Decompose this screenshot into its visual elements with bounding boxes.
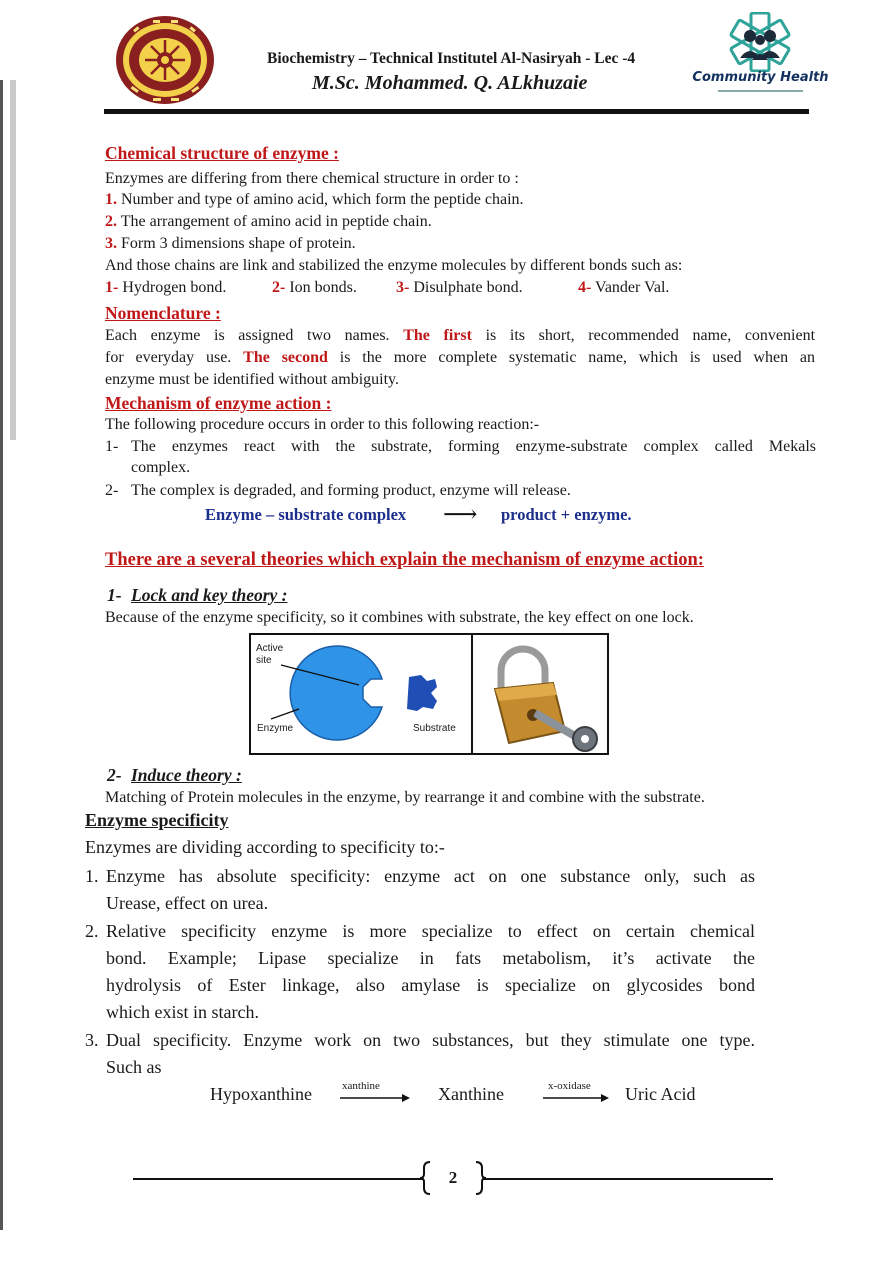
active-site-label-line-2: site [256,655,272,666]
specificity-intro: Enzymes are dividing according to specificity to:- [85,837,445,857]
chemical-structure-intro: Enzymes are differing from there chemical structure in order to : [105,170,519,187]
specificity-item-1-line-1: Enzyme has absolute specificity: enzyme act on one substance only, such as [106,866,755,886]
reaction-arrow-1-label: xanthine [342,1080,380,1092]
enzyme-label: Enzyme [257,723,294,734]
text-span: for everyday use. [105,349,232,366]
equation-right: product + enzyme. [501,505,632,524]
list-text: Form 3 dimensions shape of protein. [121,235,356,252]
page-edge-shadow [0,80,3,1230]
course-line: Biochemistry – Technical Institutel Al-Nasiryah - Lec -4 [267,50,636,67]
bond-item [272,279,357,297]
step-number: 1- [105,438,119,455]
step-1-line-1: The enzymes react with the substrate, forming enzyme-substrate complex called Mekals [131,438,816,455]
list-item [105,235,356,253]
padlock-and-key-icon [473,635,609,753]
nomenclature-heading: Nomenclature : [105,303,221,323]
footer-rule-right [483,1178,773,1180]
text-span: is the more complete systematic name, which is used when an [339,349,816,366]
lock-theory-number: 1- [107,585,122,605]
equation-left: Enzyme – substrate complex [205,505,407,524]
text-span: Each enzyme is assigned two names. [105,327,390,344]
lock-theory-text: Because of the enzyme specificity, so it combines with substrate, the key effect on one lock. [105,609,694,626]
induce-theory-title: Induce theory : [131,765,242,785]
reaction-xanthine: Xanthine [438,1084,504,1104]
bond-number: 3- [396,279,410,296]
enzyme-substrate-diagram [251,635,471,753]
step-1-line-2: complex. [131,459,191,476]
specificity-heading: Enzyme specificity [85,810,229,830]
list-number: 2. [105,213,117,230]
page-edge-shadow-light [10,80,16,440]
list-item [105,213,432,231]
list-number: 1. [105,191,117,208]
mechanism-heading: Mechanism of enzyme action : [105,393,332,413]
first-name-highlight: The first [403,327,472,344]
bond-number: 1- [105,279,119,296]
footer-rule-left [133,1178,423,1180]
step-number: 2- [105,482,119,499]
nomenclature-line-3: enzyme must be identified without ambiguity. [105,371,400,388]
specificity-item-3-line-2: Such as [106,1057,162,1077]
enzyme-shape [290,646,382,740]
list-number: 1. [85,866,99,886]
bond-number: 2- [272,279,286,296]
active-site-label [256,643,283,667]
list-text: The arrangement of amino acid in peptide chain. [120,213,432,230]
list-number: 2. [85,921,99,941]
active-site-label-line-1: Active [256,643,284,654]
specificity-item-3-line-1: Dual specificity. Enzyme work on two substances, but they stimulate one type. [106,1030,755,1050]
medical-star-icon [688,12,833,72]
specificity-item-1-line-2: Urease, effect on urea. [106,893,269,913]
bond-item [396,279,523,297]
specificity-item-2-line-2: bond. Example; Lipase specialize in fats metabolism, it’s activate the [106,948,755,968]
bond-text: Vander Val. [595,279,670,296]
chemical-structure-heading: Chemical structure of enzyme : [105,143,339,163]
substrate-label: Substrate [413,723,456,734]
equation-arrow-icon: ⟶ [443,502,478,528]
mechanism-intro: The following procedure occurs in order to this following reaction:- [105,416,540,433]
author-name: M.Sc. Mohammed. Q. ALkhuzaie [312,72,588,94]
university-seal-logo [113,14,217,106]
lock-theory-title: Lock and key theory : [131,585,288,605]
bond-item [578,279,669,297]
list-number: 3. [105,235,117,252]
bond-text: Disulphate bond. [413,279,523,296]
induce-theory-number: 2- [107,765,122,785]
list-item [105,191,524,209]
page-number: 2 [448,1168,458,1187]
nomenclature-line-1 [105,327,815,345]
specificity-item-2-line-1: Relative specificity enzyme is more specialize to effect on certain chemical [106,921,755,941]
induce-theory-text: Matching of Protein molecules in the enzyme, by rearrange it and combine with the substrate. [105,789,705,806]
specificity-item-2-line-4: which exist in starch. [106,1002,259,1022]
specificity-item-2-line-3: hydrolysis of Ester linkage, also amylase is specialize on glycosides bond [106,975,755,995]
text-span: is its short, recommended name, convenient [485,327,816,344]
lock-and-key-figure [249,633,609,755]
reaction-arrow-2-label: x-oxidase [548,1080,591,1092]
step-2-text: The complex is degraded, and forming product, enzyme will release. [131,482,571,499]
community-health-text: Community Health [692,70,829,85]
bond-item [105,279,226,297]
theories-heading: There are a several theories which explain the mechanism of enzyme action: [105,550,704,570]
bond-number: 4- [578,279,592,296]
bond-text: Hydrogen bond. [122,279,227,296]
reaction-uric-acid: Uric Acid [625,1084,696,1104]
reaction-arrow-1-icon [340,1093,410,1103]
bond-text: Ion bonds. [289,279,357,296]
nomenclature-line-2 [105,349,815,367]
substrate-shape [407,675,437,711]
list-number: 3. [85,1030,99,1050]
reaction-hypoxanthine: Hypoxanthine [210,1084,312,1104]
header-rule [104,109,809,114]
logo-subtitle-line [718,90,803,92]
second-name-highlight: The second [243,349,328,366]
list-text: Number and type of amino acid, which form the peptide chain. [121,191,524,208]
reaction-arrow-2-icon [543,1093,609,1103]
bonds-intro: And those chains are link and stabilized the enzyme molecules by different bonds such as: [105,257,683,274]
community-health-logo [688,12,833,100]
